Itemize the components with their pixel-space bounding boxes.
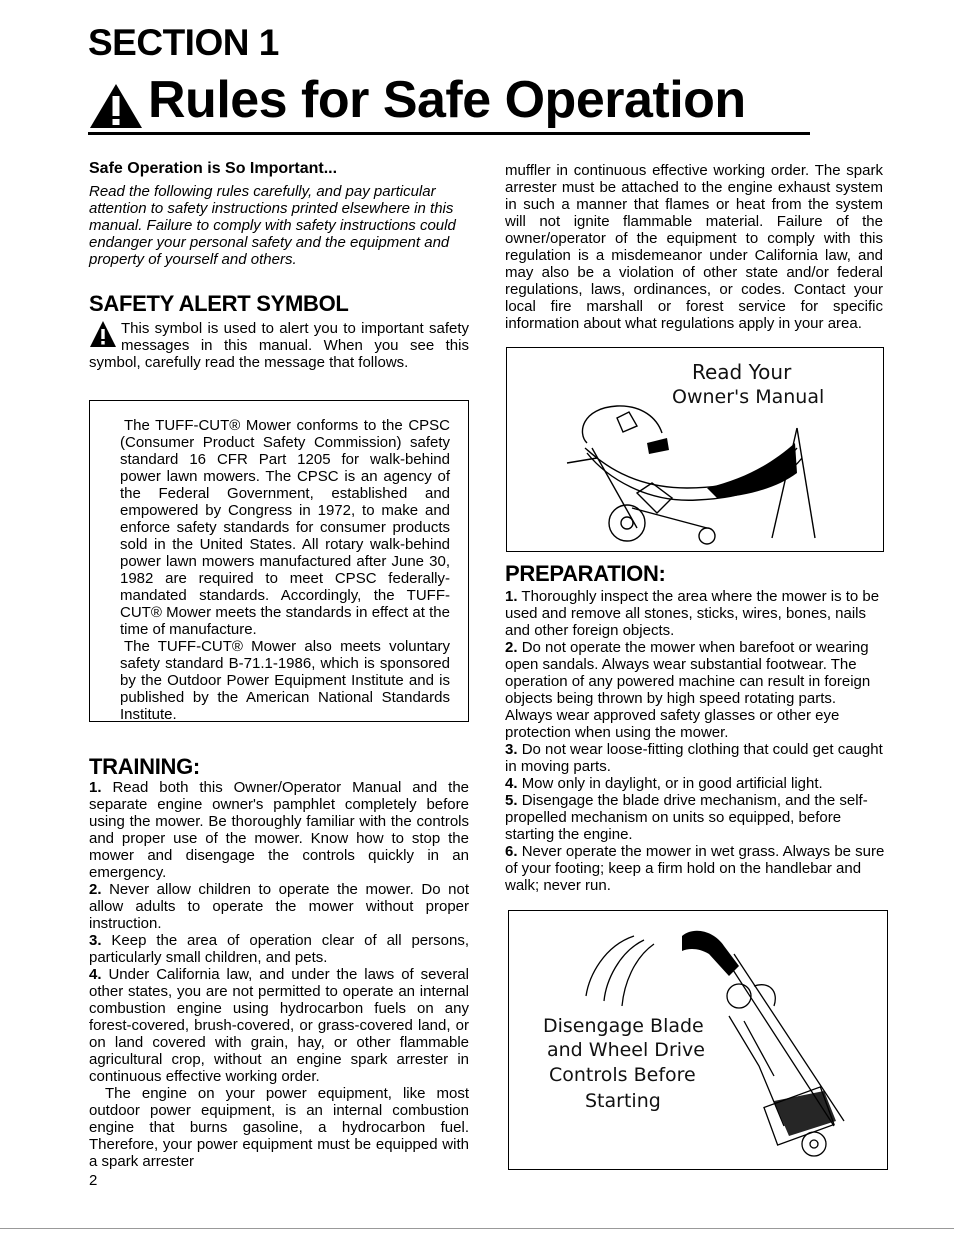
cpsc-paragraph-1: The TUFF-CUT® Mower conforms to the CPSC (Consumer Product Safety Commission) safety standard 16 CFR Part 1205 for walk-behind power lawn mowers. The CPSC is an agency of the Federal Government, established and empowered by Congress in 1972, to make and enforce safety standards for consumer products sold in the United States. All rotary walk-behind power lawn mowers manufactured after June 30, 1982 are required to meet CPSC federally-mandated standards. Accordingly, the TUFF-CUT® Mower meets the standards in effect at the time of manufacture. — [120, 417, 450, 638]
illustration2-line-4: Starting — [585, 1090, 661, 1112]
training-heading: TRAINING: — [89, 754, 200, 779]
safety-alert-icon — [88, 82, 144, 130]
intro-heading: Safe Operation is So Important... — [89, 160, 338, 177]
spark-arrester-text: muffler in continuous effective working order. The spark arrester must be attached to the engine exhaust system in such a manner that flames or heat from the system will not ignite flammable material. Failure of the owner/operator of the equipment to comply with this regulation is a misdemeanor under California law, and may also be a violation of other state and/or federal regulations, laws, ordinances, or codes. Contact your local fire marshall or forest service for specific information about what regulations apply in your area. — [505, 162, 883, 332]
training-section — [89, 754, 469, 1170]
cpsc-paragraph-2: The TUFF-CUT® Mower also meets voluntary safety standard B-71.1-1986, which is sponsored by the Outdoor Power Equipment Institute and is published by the American National Standards Institute. — [120, 638, 450, 723]
training-engine-paragraph: The engine on your power equipment, like most outdoor power equipment, is an internal combustion engine that burns gasoline, a hydrocarbon fuel. Therefore, your power equipment must be equipped with a spark arrester — [89, 1085, 469, 1170]
cpsc-compliance-box — [89, 400, 469, 722]
footer-divider — [0, 1228, 954, 1229]
page-title-block — [88, 71, 810, 135]
illustration2-line-2: and Wheel Drive — [547, 1039, 705, 1061]
intro-text: Read the following rules carefully, and pay particular attention to safety instructions printed elsewhere in this manual. Failure to comply with safety instructions could endanger your personal safety and the equipment and property of yourself and others. — [89, 183, 456, 268]
page-title: Rules for Safe Operation — [148, 71, 746, 129]
disengage-controls-illustration — [508, 910, 888, 1170]
preparation-heading: PREPARATION: — [505, 561, 666, 586]
preparation-item-5: 5. Disengage the blade drive mechanism, and the self-propelled mechanism on units so equipped, before starting the engine. — [505, 792, 868, 843]
illustration-caption-line-2: Owner's Manual — [672, 386, 825, 408]
preparation-item-6: 6. Never operate the mower in wet grass. Always be sure of your footing; keep a firm hold on the handlebar and walk; never run. — [505, 843, 885, 894]
illustration2-line-1: Disengage Blade — [543, 1015, 704, 1037]
section-heading: SECTION 1 — [88, 22, 279, 63]
training-continued — [505, 162, 883, 332]
preparation-section — [505, 561, 885, 894]
training-item-3: 3. Keep the area of operation clear of all persons, particularly small children, and pets. — [89, 932, 469, 966]
safety-alert-text: This symbol is used to alert you to important safety messages in this manual. When you see this symbol, carefully read the message that follows. — [89, 320, 469, 371]
safety-alert-section — [89, 291, 469, 371]
training-item-1: 1. Read both this Owner/Operator Manual and the separate engine owner's pamphlet completely before using the mower. Be thoroughly familiar with the controls and proper use of the mower. Know how to stop the mower and disengage the controls quickly in an emergency. — [89, 779, 469, 881]
safety-alert-heading: SAFETY ALERT SYMBOL — [89, 291, 349, 316]
preparation-item-1: 1. Thoroughly inspect the area where the mower is to be used and remove all stones, sticks, wires, bones, nails and other foreign objects. — [505, 588, 880, 639]
intro-section — [89, 160, 469, 268]
illustration-caption-line-1: Read Your — [692, 360, 792, 384]
preparation-item-2: 2. Do not operate the mower when barefoot or wearing open sandals. Always wear substantial footwear. The operation of any powered machine can result in foreign objects being thrown by high speed rotating parts. Always wear approved safety glasses or other eye protection when using the mower. — [505, 639, 871, 741]
mower-controls-drawing — [574, 926, 874, 1166]
page-number: 2 — [89, 1172, 98, 1189]
read-manual-illustration — [506, 347, 884, 552]
training-item-2: 2. Never allow children to operate the mower. Do not allow adults to operate the mower without proper instruction. — [89, 881, 469, 932]
training-item-4: 4. Under California law, and under the laws of several other states, you are not permitted to operate an internal combustion engine using hydrocarbon fuels on any forest-covered, brush-covered, or grass-covered land, or on land covered with grain, hay, or other flammable agricultural crop, without an engine spark arrester in continuous effective working order. — [89, 966, 469, 1085]
safety-alert-small-icon — [89, 320, 117, 348]
mower-hammock-drawing — [557, 388, 827, 548]
preparation-item-3: 3. Do not wear loose-fitting clothing that could get caught in moving parts. — [505, 741, 883, 775]
preparation-item-4: 4. Mow only in daylight, or in good artificial light. — [505, 775, 823, 792]
illustration2-line-3: Controls Before — [549, 1064, 696, 1086]
